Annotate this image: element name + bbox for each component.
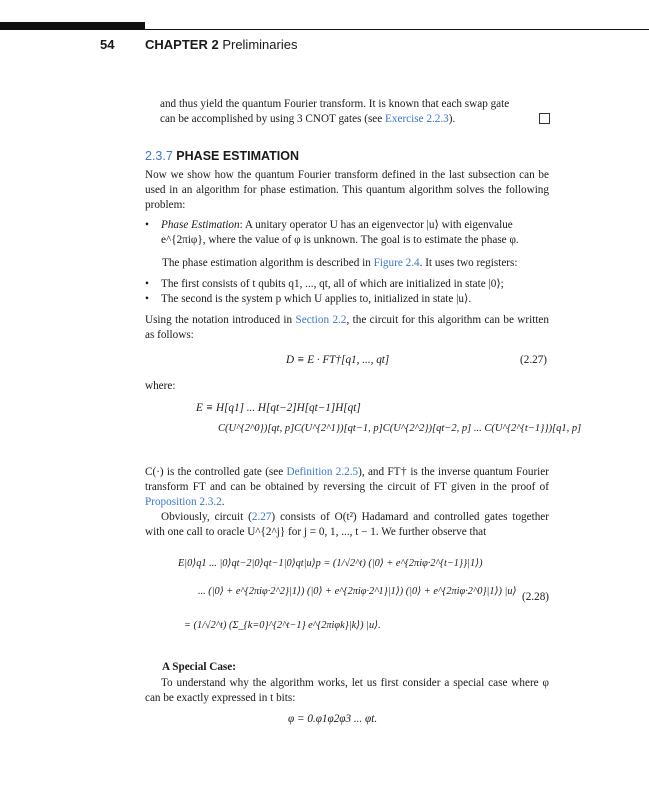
paragraph-5-text xyxy=(145,510,549,540)
qed-square-icon xyxy=(539,113,550,124)
equation-phi-binary: φ = 0.φ1φ2φ3 ... φt. xyxy=(288,713,378,725)
paragraph-2-post: . It uses two registers: xyxy=(419,257,518,269)
equation-E-definition: E ≡ H[q1] ... H[qt−2]H[qt−1]H[qt] xyxy=(196,402,361,414)
equation-2-28-line3: = (1/√2^t) (Σ_{k=0}^{2^t−1} e^{2πiφk}|k⟩) |u⟩. xyxy=(184,620,381,631)
bullet-dot: • xyxy=(145,293,149,305)
chapter-label xyxy=(145,37,297,52)
running-header xyxy=(100,37,298,52)
section-number: 2.3.7 xyxy=(145,149,173,163)
bullet-first-register xyxy=(145,277,549,292)
paragraph-5-pre: Obviously, circuit ( xyxy=(161,511,252,523)
intro-line1: and thus yield the quantum Fourier transform. It is known that each swap gate xyxy=(160,98,510,110)
section-link[interactable]: Section 2.2 xyxy=(295,314,347,326)
equation-number-2-28: (2.28) xyxy=(522,591,550,603)
paragraph-4-mid: ), and FT† is the inverse quantum Fourier transform FT and can be obtained by reversing the circuit of FT given in the proof of xyxy=(145,466,549,493)
paragraph-5 xyxy=(145,510,549,540)
equation-2-28-line2: ... (|0⟩ + e^{2πiφ·2^2}|1⟩) (|0⟩ + e^{2πiφ·2^1}|1⟩) (|0⟩ + e^{2πiφ·2^0}|1⟩) |u⟩ xyxy=(198,586,517,597)
paragraph-4-post: . xyxy=(221,496,225,508)
figure-link[interactable]: Figure 2.4 xyxy=(373,257,420,269)
equation-ref-link[interactable]: 2.27 xyxy=(251,511,272,523)
special-case-text: To understand why the algorithm works, let us first consider a special case where φ can be exactly expressed in t bits: xyxy=(145,677,549,704)
equation-2-28-line1: E|0⟩q1 ... |0⟩qt−2|0⟩qt−1|0⟩qt|u⟩p = (1/√2^t) (|0⟩ + e^{2πiφ·2^{t−1}}|1⟩) xyxy=(178,558,483,569)
section-title: PHASE ESTIMATION xyxy=(176,149,299,163)
header-bar xyxy=(0,22,145,30)
paragraph-1-text: Now we show how the quantum Fourier transform defined in the last subsection can be used in an algorithm for phase estimation. This quantum algorithm solves the following problem: xyxy=(145,169,549,211)
special-case-heading xyxy=(162,660,550,675)
paragraph-2-pre: The phase estimation algorithm is described in xyxy=(162,257,374,269)
exercise-link[interactable]: Exercise 2.2.3 xyxy=(385,113,449,125)
bullet-dot: • xyxy=(145,278,149,290)
bullet-phase-estimation xyxy=(145,218,549,250)
definition-link[interactable]: Definition 2.2.5 xyxy=(286,466,359,478)
paragraph-3-pre: Using the notation introduced in xyxy=(145,314,296,326)
bullet-dot: • xyxy=(145,219,149,231)
paragraph-3-post: , the circuit for this algorithm can be written as follows: xyxy=(145,314,549,341)
special-case-paragraph xyxy=(145,676,549,706)
chapter-number: CHAPTER 2 xyxy=(145,37,219,52)
chapter-title: Preliminaries xyxy=(222,37,298,52)
bullet-1-text xyxy=(161,218,549,248)
special-case-title: A Special Case: xyxy=(162,661,236,673)
paragraph-3-text xyxy=(145,313,549,343)
page-number: 54 xyxy=(100,37,115,52)
equation-2-27: D ≡ E · FT†[q1, ..., qt] xyxy=(286,354,390,366)
intro-line2-end: ). xyxy=(448,113,456,125)
intro-line2-text: can be accomplished by using 3 CNOT gates (see xyxy=(160,113,386,125)
intro-line2 xyxy=(160,112,548,127)
bullet-3-text: The second is the system p which U applies to, initialized in state |u⟩. xyxy=(161,293,472,305)
bullet-second-register xyxy=(145,292,549,307)
equation-controlled-gates: C(U^{2^0})[qt, p]C(U^{2^1})[qt−1, p]C(U^{2^2})[qt−2, p] ... C(U^{2^{t−1}})[q1, p] xyxy=(218,423,582,434)
intro-paragraph xyxy=(160,97,548,127)
header-rule xyxy=(145,29,649,30)
paragraph-5-post: ) consists of O(t²) Hadamard and controlled gates together with one call to oracle U^{2^j} for j = 0, 1, ..., t − 1. We further observe that xyxy=(145,511,549,538)
bullet-2-text: The first consists of t qubits q1, ..., qt, all of which are initialized in state |0⟩; xyxy=(161,278,504,290)
where-label: where: xyxy=(145,380,176,392)
bullet-1-label: Phase Estimation xyxy=(161,219,240,231)
paragraph-4-pre: C(·) is the controlled gate (see xyxy=(145,466,287,478)
equation-number-2-27: (2.27) xyxy=(520,354,548,366)
proposition-link[interactable]: Proposition 2.3.2 xyxy=(145,496,222,508)
paragraph-4-text xyxy=(145,465,549,510)
paragraph-2 xyxy=(162,256,550,271)
section-heading xyxy=(145,149,299,163)
paragraph-4 xyxy=(145,465,549,510)
paragraph-3 xyxy=(145,313,549,343)
bullet-1-line1: : A unitary operator U has an eigenvector |u⟩ with eigenvalue xyxy=(239,219,513,231)
bullet-1-line2: e^{2πiφ}, where the value of φ is unknown. The goal is to estimate the phase φ. xyxy=(161,234,519,246)
paragraph-1 xyxy=(145,168,549,213)
